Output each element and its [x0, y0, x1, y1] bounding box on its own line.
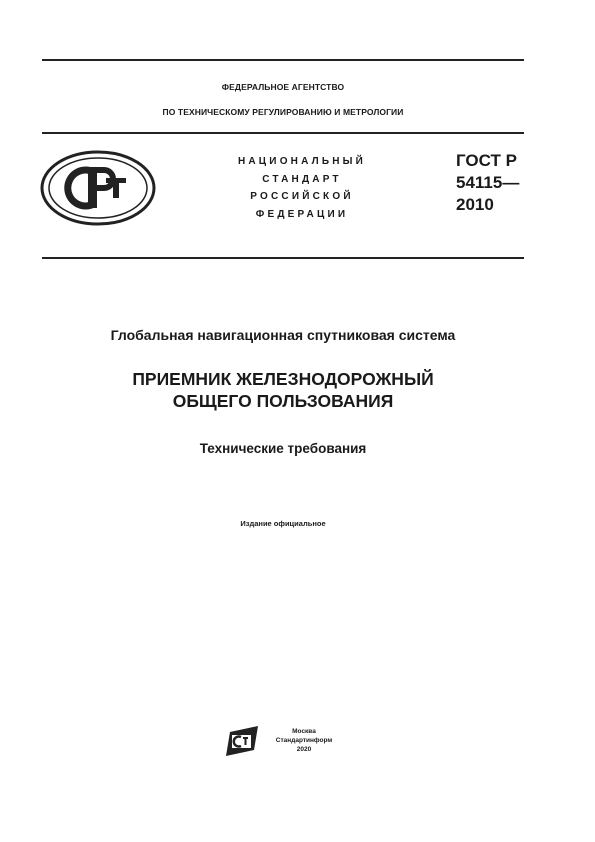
designation-year: 2010 [456, 195, 494, 214]
standard-type [212, 153, 392, 223]
agency-line-2: ПО ТЕХНИЧЕСКОМУ РЕГУЛИРОВАНИЮ И МЕТРОЛОГИИ [162, 107, 404, 117]
rst-mark-icon [40, 150, 156, 226]
standard-type-line-1: НАЦИОНАЛЬНЫЙ [237, 156, 367, 167]
header-rule [42, 132, 524, 134]
document-title-line-1: ПРИЕМНИК ЖЕЛЕЗНОДОРОЖНЫЙ [132, 369, 434, 389]
system-title: Глобальная навигационная спутниковая система [110, 327, 456, 343]
designation-number: 54115— [456, 173, 520, 192]
standard-type-line-2: СТАНДАРТ [262, 173, 342, 185]
publisher-logo-icon [226, 726, 258, 756]
top-rule [42, 59, 524, 61]
title-rule [42, 257, 524, 259]
publisher-info [272, 727, 336, 754]
publisher-name: Стандартинформ [275, 737, 333, 744]
publisher-year: 2020 [296, 746, 312, 753]
standard-designation [456, 150, 519, 216]
agency-line-1: ФЕДЕРАЛЬНОЕ АГЕНТСТВО [221, 82, 345, 92]
document-title-line-2: ОБЩЕГО ПОЛЬЗОВАНИЯ [172, 391, 394, 411]
standard-type-line-3: РОССИЙСКОЙ [250, 191, 354, 202]
publisher-city: Москва [292, 728, 316, 735]
standard-type-line-4: ФЕДЕРАЦИИ [255, 208, 349, 220]
document-title [42, 368, 524, 412]
document-subtitle: Технические требования [199, 441, 367, 456]
designation-prefix: ГОСТ Р [456, 151, 517, 170]
edition-label: Издание официальное [240, 519, 326, 528]
